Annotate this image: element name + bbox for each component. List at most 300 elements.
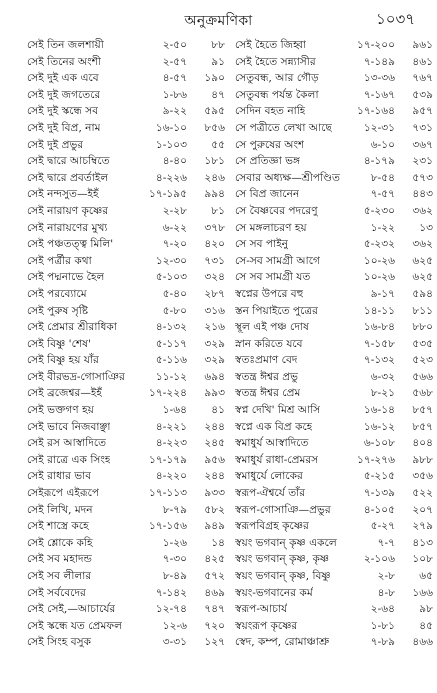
entry-page: ৮১ [211, 204, 225, 217]
index-entry [235, 137, 435, 154]
entry-text: সেইরূপে এইরূপে [27, 487, 100, 500]
entry-reference: ৭-৭ [377, 536, 395, 549]
index-entry [235, 286, 435, 303]
entry-text: সেই দুই স্কন্ধে সব [27, 105, 99, 118]
index-entry [27, 253, 227, 270]
index-entry [27, 419, 227, 436]
entry-page: ৪৬৬ [412, 636, 433, 649]
index-entry [235, 402, 435, 419]
entry-text: সেই সব মহাদন্ড [27, 553, 92, 566]
entry-text: স্তন পিয়াইতে পুত্রের [235, 304, 318, 317]
entry-page: ৮৮ [211, 39, 225, 51]
entry-page: ৯৬১ [412, 39, 433, 51]
entry-text: সেই সর্ববেদের [27, 586, 86, 599]
entry-page: ১৩ [419, 221, 433, 234]
index-entry [27, 452, 227, 469]
entry-reference: ৬-৩২ [370, 370, 395, 383]
entry-reference: ১-২৬ [162, 536, 187, 549]
entry-reference: ১-৮৬ [162, 88, 187, 101]
index-entry [235, 170, 435, 187]
entry-page: ১৯০ [204, 72, 225, 85]
entry-page: ৩৬২ [412, 204, 433, 217]
index-entry [27, 37, 227, 54]
entry-text: স্বপ্ন দেখি' মিশ্র আসি [235, 404, 321, 417]
entry-reference: ৪-১০৫ [363, 503, 395, 516]
entry-page: ৬২৫ [412, 254, 433, 267]
entry-reference: ১-৮১ [370, 619, 395, 632]
index-entry [235, 336, 435, 353]
entry-page: ১০৮ [412, 553, 433, 566]
entry-text: সেই তিন জলশায়ী [27, 39, 104, 51]
entry-reference: ৪-২২১ [155, 420, 187, 433]
entry-page: ৫৫ [211, 138, 225, 151]
index-entry [27, 502, 227, 519]
entry-reference: ১০-২৬ [363, 271, 395, 284]
index-entry [27, 54, 227, 71]
index-entry [235, 236, 435, 253]
index-entry [27, 120, 227, 137]
entry-text: স্বতন্ত্র ঈশ্বর প্রেম [235, 387, 301, 400]
index-entry [235, 220, 435, 237]
entry-text: সেই শ্লোকে কহি [27, 536, 93, 549]
entry-text: সে সব পাইনু [235, 238, 289, 251]
entry-text: সেই নারায়ণ কৃষ্ণের [27, 204, 109, 217]
entry-text: সেই রাত্রে এক সিংহ [27, 453, 111, 466]
entry-reference: ৮-৪৯ [162, 570, 187, 582]
entry-text: সেদিন বহত নাহি [235, 105, 306, 118]
index-entry [235, 153, 435, 170]
entry-reference: ১৭-২৭৬ [356, 453, 395, 466]
entry-page: ৩২৯ [204, 354, 225, 367]
entry-text: সে পুরুষের অংশ [235, 138, 305, 151]
entry-text: সেই দ্বারে আচম্বিতে [27, 155, 110, 168]
index-entry [27, 352, 227, 369]
entry-reference: ৩-৩১ [162, 636, 187, 649]
entry-reference: ৮-২১ [370, 387, 395, 400]
entry-page: ৯৯৪ [204, 188, 225, 201]
entry-reference: ১৭-২০০ [356, 39, 395, 51]
entry-page: ৮৫৬ [204, 121, 225, 134]
entry-page: ৪২৫ [204, 553, 225, 566]
index-entry [235, 601, 435, 618]
page-header [0, 0, 437, 36]
entry-reference: ৫-১০৩ [155, 271, 187, 284]
index-entry [27, 568, 227, 585]
entry-text: সেই তিনের অংশী [27, 55, 101, 68]
entry-text: স্বপ্নে এক বিপ্র কহে [235, 420, 313, 433]
entry-text: সেই দুই এক এবে [27, 72, 99, 85]
entry-page: ৫৩৫ [412, 337, 433, 350]
index-entry [27, 518, 227, 535]
entry-reference: ৭-৩০ [162, 553, 187, 566]
entry-page: ৫৯৪ [412, 287, 433, 300]
entry-page: ৭৩১ [412, 121, 433, 134]
entry-reference: ৭-১৩২ [363, 354, 395, 367]
entry-text: স্বয়ং-ভগবানের কর্ম [235, 586, 313, 599]
index-entry [27, 618, 227, 635]
entry-page: ১৪ [211, 536, 225, 549]
entry-reference: ৭-২০ [162, 238, 187, 251]
entry-text: সেতুবন্ধ, আর গৌড় [235, 72, 319, 85]
entry-reference: ৮-৭৯ [162, 503, 187, 516]
entry-reference: ৪-৫৭ [162, 72, 187, 85]
entry-reference: ৫-৮০ [162, 304, 187, 317]
entry-page: ৪১ [211, 404, 225, 417]
entry-text: স্বয়ং ভগবান্ কৃষ্ণ, কৃষ্ণ [235, 553, 330, 566]
entry-text: সেই বিষ্ণু হয় যাঁর [27, 354, 99, 367]
entry-reference: ৬-১০৮ [363, 437, 395, 450]
entry-text: সেই পরব্যোমে [27, 287, 87, 300]
entry-page: ৫৯৫ [204, 105, 225, 118]
entry-text: সেই দুই প্রভুর [27, 138, 84, 151]
entry-text: সেই নন্দসুত—ইহঁ [27, 188, 99, 201]
entry-page: ৬৫ [419, 570, 433, 582]
entry-text: স্বরূপবিগ্রহ কৃষ্ণের [235, 520, 309, 533]
entry-reference: ৪-৮ [377, 586, 395, 599]
entry-reference: ৭-১৪৯ [363, 55, 395, 68]
entry-text: সেই ভক্তগণ হয় [27, 404, 94, 417]
entry-text: সেই পুরুষ সৃষ্টি [27, 304, 89, 317]
entry-text: স্বতঃপ্রমাণ বেদ [235, 354, 298, 367]
entry-page: ১২৭ [204, 636, 225, 649]
entry-page: ৮১১ [412, 304, 433, 317]
entry-page: ৬২৫ [412, 271, 433, 284]
entry-page: ২৮৭ [204, 287, 225, 300]
entry-reference: ১৭-১৭৯ [149, 453, 187, 466]
entry-reference: ৫-১১৭ [155, 337, 187, 350]
entry-reference: ২-১০৬ [363, 553, 395, 566]
index-entry [235, 502, 435, 519]
entry-reference: ১২-৬ [162, 619, 187, 632]
entry-reference: ১৭-১৫৬ [149, 520, 187, 533]
entry-text: সেই পর্ত্রীর কথা [27, 254, 92, 267]
entry-text: সেতুবন্ধ পর্যন্ত কৈলা [235, 88, 319, 101]
index-entry [27, 385, 227, 402]
entry-text: স্বয়ং ভগবান্ কৃষ্ণ একলে [235, 536, 337, 549]
entry-page: ৯৫৬ [204, 453, 225, 466]
index-entry [27, 319, 227, 336]
index-entry [27, 369, 227, 386]
entry-text: সেই রস আস্বাদিতে [27, 437, 107, 450]
entry-reference: ৫-৪০ [162, 287, 187, 300]
entry-reference: ১৬-৮৪ [363, 321, 395, 334]
index-entry [27, 186, 227, 203]
entry-text: সে প্রতিজ্ঞা ভঙ্গ [235, 155, 301, 168]
entry-page: ৮৫৭ [412, 404, 433, 417]
index-entry [235, 585, 435, 602]
index-entry [235, 535, 435, 552]
entry-page: ৯৮৮ [412, 453, 433, 466]
entry-text: সেই দুই বিপ্র, নাম [27, 121, 101, 134]
entry-reference: ১৭-১৬৪ [357, 105, 395, 118]
entry-page: ৯৮ [419, 603, 433, 616]
index-entry [27, 485, 227, 502]
entry-reference: ১৭-১৯৫ [149, 188, 187, 201]
entry-text: স্বেদ, কম্প, রোমাঞ্চাশ্রু [235, 636, 330, 649]
entry-text: সেই পদ্মনাভে হৈল [27, 271, 105, 284]
entry-page: ১৮১ [204, 155, 225, 168]
entry-page: ৯৫৭ [412, 105, 433, 118]
index-entry [27, 601, 227, 618]
entry-page: ২৪৪ [204, 470, 225, 483]
index-entry [235, 253, 435, 270]
index-entry [235, 452, 435, 469]
entry-text: সেই সেই,—আচার্যের [27, 603, 116, 616]
entry-page: ৪০৪ [412, 437, 433, 450]
entry-page: ৮৮০ [412, 321, 433, 334]
index-entry [27, 303, 227, 320]
entry-reference: ২-৫৭ [162, 55, 187, 68]
index-entry [235, 103, 435, 120]
index-entry [27, 137, 227, 154]
entry-text: স্নান করিতে যবে [235, 337, 303, 350]
index-entry [27, 286, 227, 303]
entry-text: সেই ব্রজেশ্বর—ইহঁ [27, 387, 102, 400]
entry-page: ৩১৬ [204, 304, 225, 317]
index-entry [27, 70, 227, 87]
index-entry [235, 369, 435, 386]
entry-page: ৪৬৯ [204, 586, 225, 599]
index-entry [235, 87, 435, 104]
entry-reference: ১০-২৬ [363, 254, 395, 267]
entry-page: ৭২০ [204, 619, 225, 632]
entry-page: ৯১ [211, 55, 225, 68]
index-entry [235, 435, 435, 452]
entry-page: ৩২৪ [204, 271, 225, 284]
entry-reference: ৮-৫৪ [370, 171, 395, 184]
index-entry [235, 352, 435, 369]
entry-page: ৫৩৯ [412, 88, 433, 101]
entry-reference: ১২-৩০ [155, 254, 187, 267]
index-entry [27, 336, 227, 353]
entry-page: ৫৬৮ [412, 387, 433, 400]
entry-page: ৯৪৯ [204, 520, 225, 533]
entry-text: সেই শাস্ত্রে কহে [27, 520, 89, 533]
entry-page: ২৩১ [412, 155, 433, 168]
entry-reference: ৭-১৫৮ [363, 337, 395, 350]
entry-reference: ১-৬৪ [162, 404, 187, 417]
entry-reference: ৫-১১৬ [155, 354, 187, 367]
entry-reference: ১৭-২২৪ [149, 387, 187, 400]
entry-reference: ৫-২১৫ [363, 470, 395, 483]
index-entry [27, 402, 227, 419]
entry-reference: ৬-২২ [162, 221, 187, 234]
entry-reference: ৭-১৬৭ [363, 88, 395, 101]
entry-reference: ৫-২৩০ [363, 204, 395, 217]
entry-reference: ২-৮ [377, 570, 395, 582]
entry-page: ৯৯৩ [204, 387, 225, 400]
entry-page: ৭৬৭ [412, 72, 433, 85]
entry-text: সে সব সামগ্রী যত [235, 271, 311, 284]
entry-reference: ৪-১৩২ [155, 321, 187, 334]
entry-text: স্বপ্নের উপরে বহু [235, 287, 304, 300]
entry-reference: ১৩-৩৬ [363, 72, 395, 85]
index-entry [27, 535, 227, 552]
entry-page: ৫৬৬ [412, 370, 433, 383]
entry-reference: ১৭-১১৩ [149, 487, 187, 500]
index-entry [27, 220, 227, 237]
entry-page: ৭৪৭ [204, 603, 225, 616]
entry-text: সেই সব লীলার [27, 570, 92, 582]
index-entry [27, 153, 227, 170]
entry-text: সেই দুই জগতেরে [27, 88, 101, 101]
entry-text: সেই সিংহ বসুক [27, 636, 92, 649]
entry-text: স্বরূপ-গোসাঞি—প্রভুর [235, 503, 331, 516]
entry-text: সেই পঞ্চতত্ত্ব মিলি' [27, 238, 114, 251]
entry-page: ৩২৯ [204, 337, 225, 350]
entry-page: ৯৩৩ [204, 487, 225, 500]
entry-page: ২৪৪ [204, 420, 225, 433]
index-entry [235, 468, 435, 485]
index-entry [27, 103, 227, 120]
entry-page: ৩৫৬ [412, 470, 433, 483]
entry-text: স্বমাধুর্য রাধা-প্রেমরস [235, 453, 319, 466]
entry-reference: ৪-২২০ [155, 470, 187, 483]
entry-page: ৪১৩ [412, 536, 433, 549]
entry-page: ২৪৫ [204, 437, 225, 450]
entry-text: সেই হৈতে জিহ্বা [235, 39, 307, 51]
index-entry [235, 618, 435, 635]
index-entry [235, 551, 435, 568]
entry-text: সেই হৈতে সন্ন্যাসীর [235, 55, 316, 68]
entry-text: সেই বিষ্ণু 'শেষ' [27, 337, 91, 350]
entry-reference: ৭-৮৯ [370, 636, 395, 649]
entry-page: ৫২২ [412, 487, 433, 500]
index-entry [27, 269, 227, 286]
entry-page: ২১৬ [204, 321, 225, 334]
entry-reference: ৪-২২৬ [155, 171, 187, 184]
entry-page: ৫২৩ [412, 354, 433, 367]
index-entry [235, 54, 435, 71]
entry-text: স্বয়ং ভগবান্ কৃষ্ণ, বিষ্ণু [235, 570, 331, 582]
index-column-left [27, 37, 227, 651]
entry-page: ৪৭ [211, 88, 225, 101]
entry-reference: ১৪-১১ [363, 304, 395, 317]
entry-reference: ১-২২ [370, 221, 395, 234]
index-entry [235, 385, 435, 402]
entry-page: ৪৪৩ [412, 188, 433, 201]
entry-text: সে পত্রীতে লেখা আছে [235, 121, 332, 134]
entry-reference: ২-৫০ [162, 39, 187, 51]
index-entry [27, 87, 227, 104]
entry-page: ৩৭৮ [204, 221, 225, 234]
entry-text: স্বয়ংরূপ কৃষ্ণের [235, 619, 298, 632]
entry-text: সেই স্কন্ধে যত প্রেমফল [27, 619, 122, 632]
entry-page: ৩৬৭ [412, 138, 433, 151]
entry-text: সে বৈষ্ণবের পদরেণু [235, 204, 318, 217]
entry-page: ৫৮২ [204, 503, 225, 516]
index-entry [235, 70, 435, 87]
entry-page: ৫৭২ [204, 570, 225, 582]
entry-text: সেই বীরভদ্র-গোসাঞির [27, 370, 125, 383]
entry-page: ২৭৯ [412, 520, 433, 533]
entry-reference: ২-৬৪ [370, 603, 395, 616]
entry-text: সেই নারায়ণের মুখ্য [27, 221, 108, 234]
entry-reference: ১৬-১৪ [363, 404, 395, 417]
entry-page: ৪৬১ [412, 55, 433, 68]
index-entry [27, 236, 227, 253]
entry-text: সেই লিখি, মদন [27, 503, 93, 516]
entry-reference: ১৬-১২ [363, 420, 395, 433]
entry-reference: ৭-৫৭ [370, 188, 395, 201]
entry-text: স্বতন্ত্র ঈশ্বর প্রভু [235, 370, 299, 383]
entry-reference: ৪-২২৩ [155, 437, 187, 450]
entry-reference: ৯-২২ [162, 105, 187, 118]
entry-reference: ৪-১৭৯ [363, 155, 395, 168]
page-title: অনুক্রমণিকা [184, 13, 253, 29]
index-entry [235, 269, 435, 286]
index-entry [235, 37, 435, 54]
index-entry [235, 419, 435, 436]
index-entry [27, 203, 227, 220]
entry-page: ৪২০ [204, 238, 225, 251]
index-entry [27, 551, 227, 568]
entry-page: ৮৫৭ [412, 420, 433, 433]
index-entry [27, 468, 227, 485]
index-entry [235, 120, 435, 137]
entry-text: স্বরূপ-ঐশ্বর্যে তাঁর [235, 487, 306, 500]
entry-reference: ৬-১০ [370, 138, 395, 151]
index-entry [235, 485, 435, 502]
entry-text: সেই ভাবে নিজবাঞ্ছা [27, 420, 111, 433]
entry-text: সেই রাধার ভাব [27, 470, 92, 483]
index-entry [27, 634, 227, 651]
entry-page: ২৪৬ [204, 171, 225, 184]
entry-text: স্বরূপ-আচার্য [235, 603, 288, 616]
index-entry [235, 303, 435, 320]
index-entry [235, 203, 435, 220]
entry-text: সেবার অধ্যক্ষ—শ্রীপণ্ডিত [235, 171, 340, 184]
index-entry [27, 435, 227, 452]
entry-text: সে মঙ্গলাচরণ হয় [235, 221, 307, 234]
entry-reference: ১৬-১০ [155, 121, 187, 134]
index-entry [235, 568, 435, 585]
entry-text: সেই দ্বারে প্রবর্তাইল [27, 171, 109, 184]
entry-text: স্থূল এই পঞ্চ দোষ [235, 321, 309, 334]
index-column-right [235, 37, 435, 651]
entry-reference: ৪-৪০ [162, 155, 187, 168]
page-number: ১০৩৭ [376, 10, 415, 28]
entry-text: সে-সব সামগ্রী আগে [235, 254, 320, 267]
entry-page: ৫৭৩ [412, 171, 433, 184]
entry-page: ৬৯৪ [204, 370, 225, 383]
entry-reference: ১২-৭৪ [155, 603, 187, 616]
entry-reference: ১২-৩১ [363, 121, 395, 134]
entry-reference: ১-১০৩ [155, 138, 187, 151]
entry-text: সেই প্রেমার শ্রীরাধিকা [27, 321, 117, 334]
entry-page: ১৬৬ [412, 586, 433, 599]
index-entry [235, 186, 435, 203]
entry-reference: ৫-২৩২ [363, 238, 395, 251]
entry-text: সে বিপ্র জানেন [235, 188, 300, 201]
entry-page: ২০৭ [412, 503, 433, 516]
index-entry [27, 170, 227, 187]
index-entry [235, 319, 435, 336]
entry-page: ৭৩১ [204, 254, 225, 267]
entry-text: স্বমাধুর্য আস্বাদিতে [235, 437, 309, 450]
entry-reference: ১১-১২ [155, 370, 187, 383]
entry-reference: ৭-১৩৯ [363, 487, 395, 500]
entry-reference: ৭-১৪২ [155, 586, 187, 599]
entry-reference: ৯-১৭ [370, 287, 395, 300]
index-entry [235, 634, 435, 651]
entry-page: ৩৬২ [412, 238, 433, 251]
index-entry [27, 585, 227, 602]
entry-text: স্বমাধুর্যে লোকের [235, 470, 303, 483]
entry-page: ৪৫ [419, 619, 433, 632]
entry-reference: ৫-২৭ [370, 520, 395, 533]
index-entry [235, 518, 435, 535]
